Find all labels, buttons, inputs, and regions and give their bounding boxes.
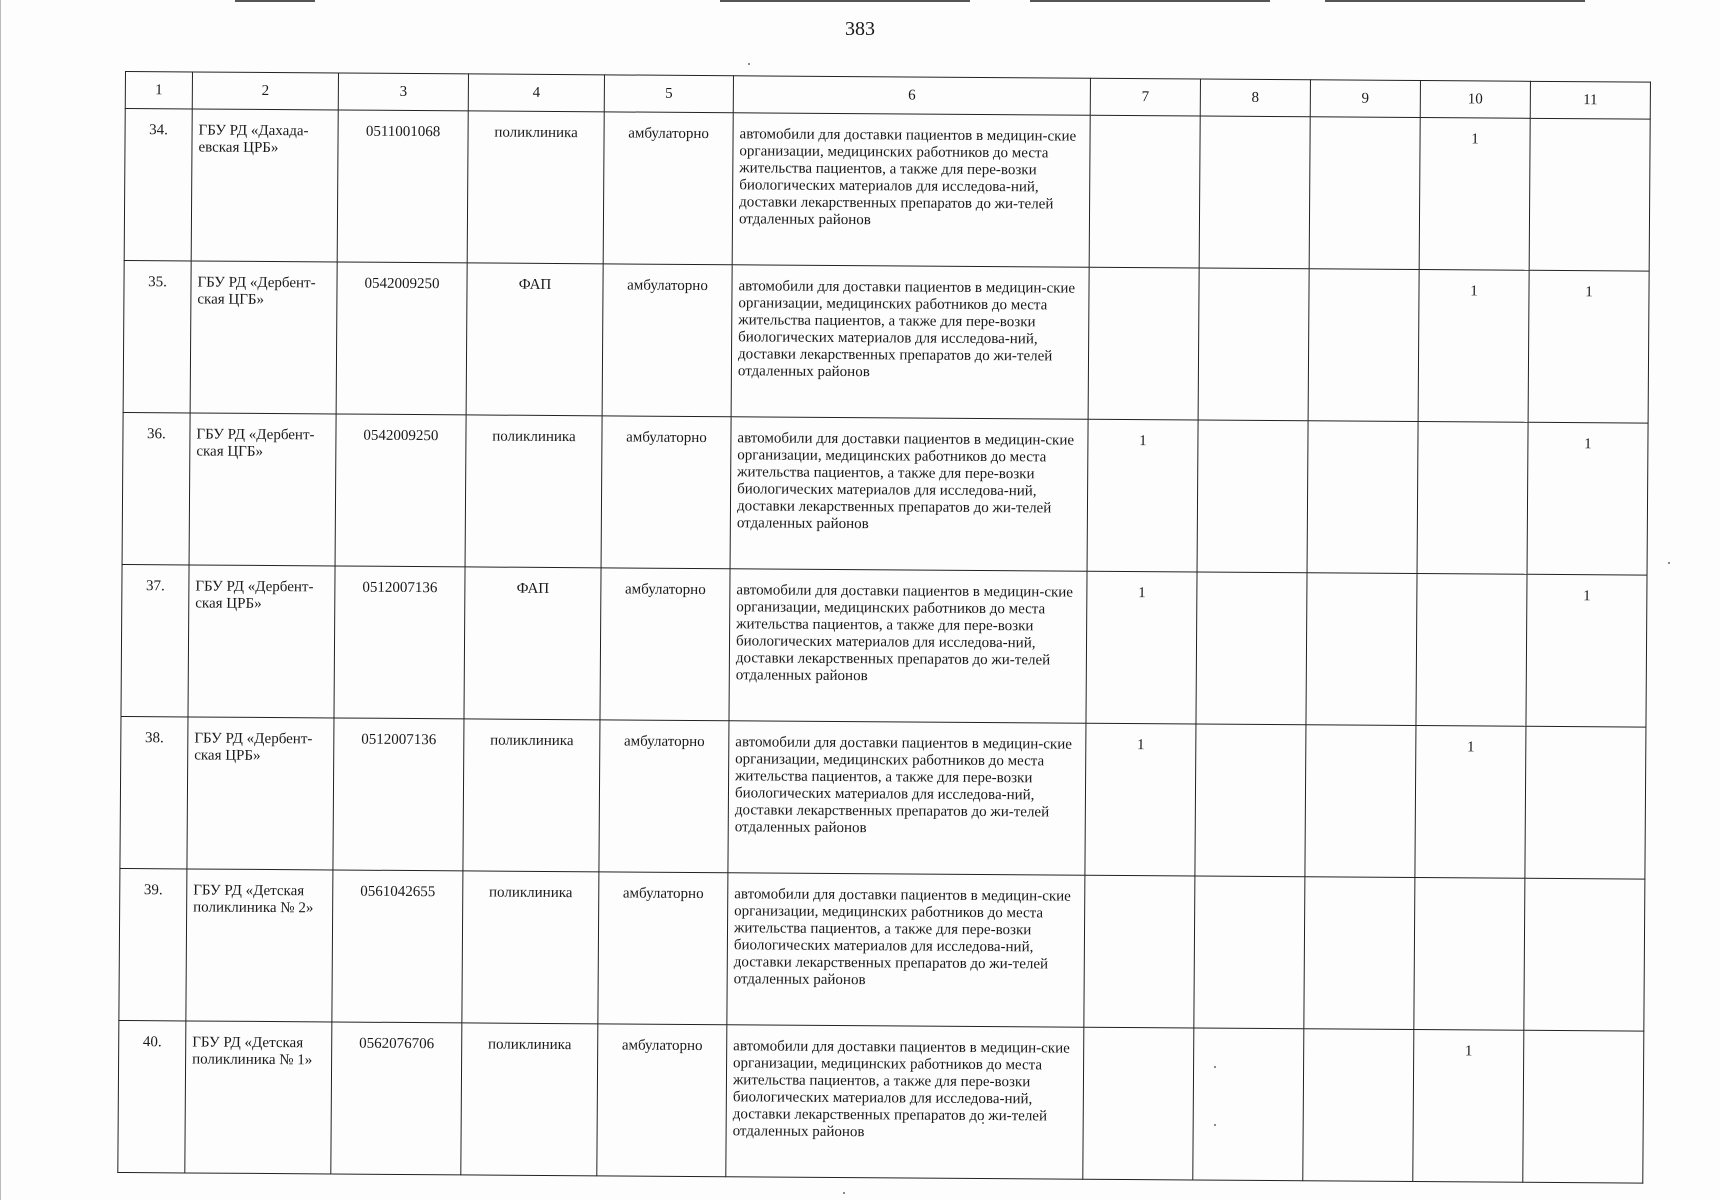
count-col-11 (1523, 1030, 1644, 1183)
vehicle-purpose: автомобили для доставки пациентов в медицин-ские организации, медицинских работников до места жительства пациентов, а также для пере-возки биологических материалов для исследова-ний, доставки лекарственных препаратов до жи-телей отдаленных районов (727, 873, 1085, 1027)
organization-name: ГБУ РД «Дербент-ская ЦРБ» (187, 717, 334, 870)
care-mode: амбулаторно (603, 112, 733, 265)
organization-code: 0562076706 (331, 1022, 462, 1175)
count-col-10: 1 (1415, 726, 1526, 879)
scan-edge-left (0, 0, 1, 1200)
count-col-9 (1305, 725, 1416, 878)
column-header: 10 (1420, 81, 1530, 119)
count-col-10 (1417, 422, 1528, 575)
table-body (118, 109, 1650, 1184)
count-col-9 (1303, 1029, 1414, 1182)
count-col-9 (1309, 117, 1420, 270)
page-number: 383 (845, 18, 875, 40)
table-row (124, 109, 1650, 272)
vehicle-purpose: автомобили для доставки пациентов в медицин-ские организации, медицинских работников до места жительства пациентов, а также для пере-возки биологических материалов для исследова-ний, доставки лекарственных препаратов до жи-телей отдаленных районов (731, 265, 1089, 419)
count-col-7 (1089, 115, 1200, 268)
count-col-7 (1088, 267, 1199, 420)
column-header: 7 (1090, 78, 1200, 116)
facility-type: ФАП (466, 263, 603, 416)
count-col-8 (1199, 116, 1310, 269)
care-mode: амбулаторно (601, 416, 731, 569)
table-row (119, 868, 1645, 1031)
column-header: 6 (733, 76, 1090, 115)
table-row (118, 1020, 1644, 1183)
row-number: 39. (119, 868, 187, 1020)
count-col-7: 1 (1087, 419, 1198, 572)
organization-name: ГБУ РД «Детская поликлиника № 2» (186, 869, 333, 1022)
scan-line-top-left (235, 0, 315, 2)
count-col-11: 1 (1526, 574, 1647, 727)
count-col-8 (1194, 876, 1305, 1029)
scan-speck (748, 63, 750, 65)
row-number: 36. (122, 412, 190, 564)
organization-code: 0511001068 (337, 110, 468, 263)
scan-line-top-middle (720, 0, 970, 2)
count-col-10: 1 (1413, 1030, 1524, 1183)
organization-name: ГБУ РД «Дахада-евская ЦРБ» (191, 109, 338, 262)
column-header: 4 (468, 74, 604, 112)
count-col-9 (1308, 269, 1419, 422)
count-col-8 (1198, 268, 1309, 421)
row-number: 40. (118, 1020, 186, 1172)
column-header: 1 (125, 72, 192, 109)
column-header: 8 (1200, 79, 1310, 117)
count-col-7: 1 (1086, 571, 1197, 724)
column-header: 9 (1310, 80, 1420, 118)
care-mode: амбулаторно (597, 1024, 727, 1177)
care-mode: амбулаторно (600, 568, 730, 721)
organization-code: 0542009250 (336, 262, 467, 415)
facility-type: поликлиника (461, 1023, 598, 1176)
scan-speck (843, 1192, 845, 1194)
table-row (120, 716, 1646, 879)
column-header: 3 (338, 73, 468, 111)
facility-type: ФАП (464, 567, 601, 720)
organization-name: ГБУ РД «Детская поликлиника № 1» (185, 1021, 332, 1174)
vehicle-purpose: автомобили для доставки пациентов в медицин-ские организации, медицинских работников до места жительства пациентов, а также для пере-возки биологических материалов для исследова-ний, доставки лекарственных препаратов до жи-телей отдаленных районов (732, 113, 1090, 267)
care-mode: амбулаторно (602, 264, 732, 417)
vehicle-purpose: автомобили для доставки пациентов в медицин-ские организации, медицинских работников до места жительства пациентов, а также для пере-возки биологических материалов для исследова-ний, доставки лекарственных препаратов до жи-телей отдаленных районов (728, 721, 1086, 875)
scan-line-top-right-a (1030, 0, 1270, 2)
facility-type: поликлиника (462, 871, 599, 1024)
count-col-11 (1525, 726, 1646, 879)
organization-name: ГБУ РД «Дербент-ская ЦРБ» (188, 565, 335, 718)
table-row (123, 260, 1649, 423)
count-col-9 (1304, 877, 1415, 1030)
organization-code: 0512007136 (333, 718, 464, 871)
count-col-10 (1414, 878, 1525, 1031)
facility-type: поликлиника (465, 415, 602, 568)
count-col-11 (1524, 878, 1645, 1031)
facility-type: поликлиника (467, 111, 604, 264)
organization-name: ГБУ РД «Дербент-ская ЦГБ» (190, 261, 337, 414)
organization-code: 0561042655 (332, 870, 463, 1023)
table-row (121, 564, 1647, 727)
organization-code: 0542009250 (335, 414, 466, 567)
scan-speck (1668, 562, 1670, 564)
column-header: 5 (604, 75, 733, 113)
count-col-9 (1306, 573, 1417, 726)
register-table (117, 71, 1651, 1184)
count-col-7 (1084, 875, 1195, 1028)
count-col-8 (1196, 572, 1307, 725)
count-col-10 (1416, 574, 1527, 727)
organization-code: 0512007136 (334, 566, 465, 719)
count-col-8 (1197, 420, 1308, 573)
count-col-7 (1083, 1027, 1194, 1180)
care-mode: амбулаторно (599, 720, 729, 873)
column-header: 11 (1530, 81, 1650, 119)
vehicle-purpose: автомобили для доставки пациентов в медицин-ские организации, медицинских работников до места жительства пациентов, а также для пере-возки биологических материалов для исследова-ний, доставки лекарственных препаратов до жи-телей отдаленных районов (726, 1025, 1084, 1179)
count-col-8 (1193, 1028, 1304, 1181)
organization-name: ГБУ РД «Дербент-ская ЦГБ» (189, 413, 336, 566)
count-col-10: 1 (1419, 118, 1530, 271)
row-number: 34. (124, 109, 192, 261)
table-row (122, 412, 1648, 575)
count-col-11: 1 (1527, 422, 1648, 575)
column-header: 2 (192, 72, 338, 110)
row-number: 38. (120, 716, 188, 868)
count-col-10: 1 (1418, 270, 1529, 423)
vehicle-purpose: автомобили для доставки пациентов в медицин-ские организации, медицинских работников до места жительства пациентов, а также для пере-возки биологических материалов для исследова-ний, доставки лекарственных препаратов до жи-телей отдаленных районов (729, 569, 1087, 723)
count-col-7: 1 (1085, 723, 1196, 876)
count-col-11: 1 (1528, 270, 1649, 423)
row-number: 37. (121, 564, 189, 716)
count-col-11 (1529, 118, 1650, 271)
facility-type: поликлиника (463, 719, 600, 872)
count-col-8 (1195, 724, 1306, 877)
count-col-9 (1307, 421, 1418, 574)
care-mode: амбулаторно (598, 872, 728, 1025)
vehicle-purpose: автомобили для доставки пациентов в медицин-ские организации, медицинских работников до места жительства пациентов, а также для пере-возки биологических материалов для исследова-ний, доставки лекарственных препаратов до жи-телей отдаленных районов (730, 417, 1088, 571)
row-number: 35. (123, 260, 191, 412)
scan-line-top-right-b (1325, 0, 1585, 2)
